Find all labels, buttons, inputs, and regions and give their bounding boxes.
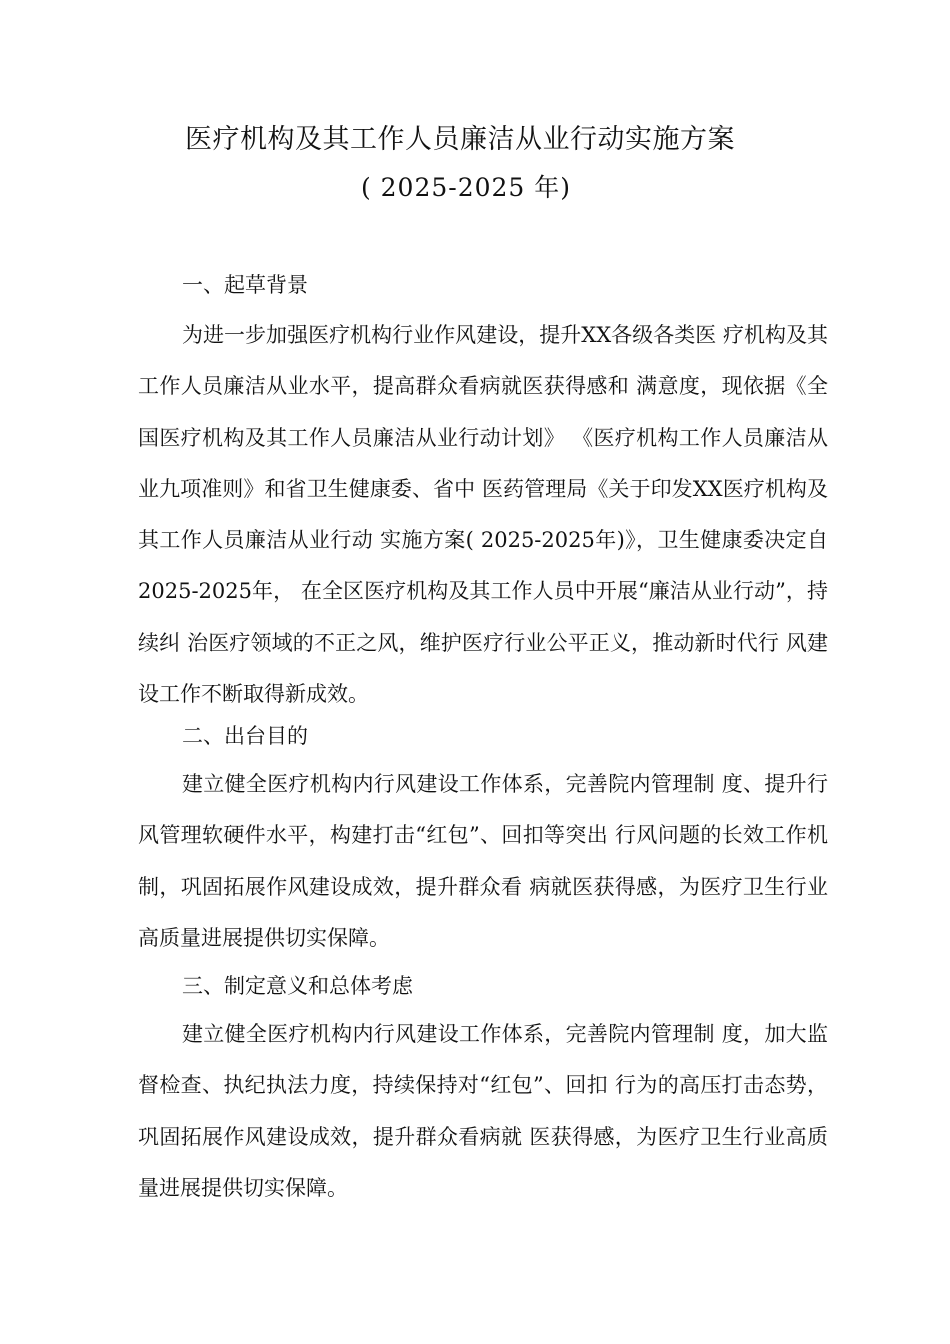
section-heading-significance: 三、制定意义和总体考虑 [182, 974, 413, 998]
section-paragraph-background: 为进一步加强医疗机构行业作风建设，提升XX各级各类医 疗机构及其工作人员廉洁从业水平，提高群众看病就医获得感和 满意度，现依据《全国医疗机构及其工作人员廉洁从业行动计划》 《医疗机构工作人员廉洁从业九项准则》和省卫生健康委、省中 医药管理局《关于印发XX医疗机构及其工作人员廉洁从业行动 实施方案( 2025-2025年)》，卫生健康委决定自2025-2025年， 在全区医疗机构及其工作人员中开展“廉洁从业行动”，持续纠 治医疗领域的不正之风，维护医疗行业公平正义，推动新时代行 风建设工作不断取得新成效。 [138, 323, 828, 707]
document-subtitle: ( 2025-2025 年) [360, 173, 572, 202]
document-title: 医疗机构及其工作人员廉洁从业行动实施方案 [185, 124, 735, 155]
section-heading-purpose: 二、出台目的 [182, 724, 308, 748]
section-paragraph-purpose: 建立健全医疗机构内行风建设工作体系，完善院内管理制 度、提升行风管理软硬件水平，构建打击“红包”、回扣等突出 行风问题的长效工作机制，巩固拓展作风建设成效，提升群众看 病就医获得感，为医疗卫生行业高质量进展提供切实保障。 [138, 772, 828, 950]
section-heading-background: 一、起草背景 [182, 273, 308, 297]
section-paragraph-significance: 建立健全医疗机构内行风建设工作体系，完善院内管理制 度，加大监督检查、执纪执法力度，持续保持对“红包”、回扣 行为的高压打击态势，巩固拓展作风建设成效，提升群众看病就 医获得感，为医疗卫生行业高质量进展提供切实保障。 [138, 1022, 828, 1200]
